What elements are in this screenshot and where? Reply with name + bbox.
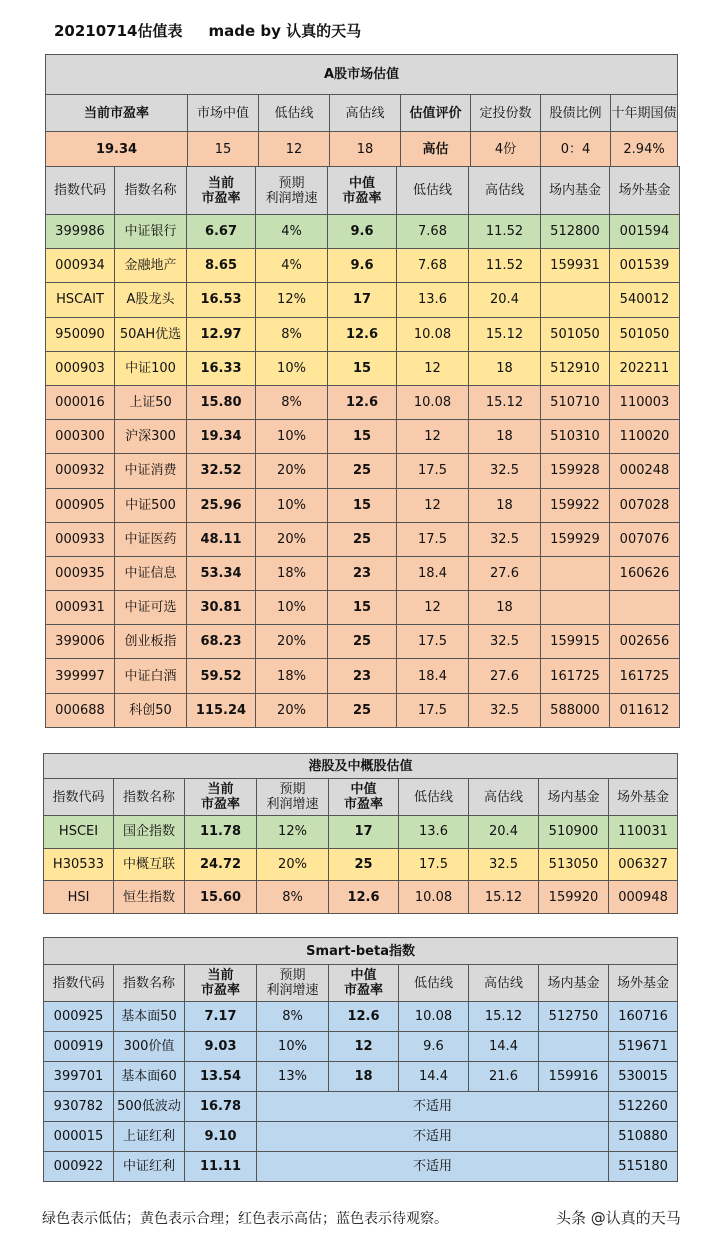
index-code-cell: 000688: [46, 693, 115, 727]
col-name: 指数名称: [114, 965, 185, 1002]
col-low: 低估线: [397, 167, 469, 215]
col-high: 高估线: [469, 779, 539, 816]
growth-cell: 20%: [256, 693, 328, 727]
index-code-cell: 399006: [46, 625, 115, 659]
hk-column-header: [44, 779, 678, 816]
median-pe-cell: 15: [328, 488, 397, 522]
index-code-cell: HSI: [44, 881, 114, 914]
col-growth: 预期 利润增速: [257, 779, 329, 816]
onmarket-fund-cell: 510710: [541, 385, 610, 419]
col-low: 低估线: [399, 779, 469, 816]
current-pe-cell: 30.81: [187, 591, 256, 625]
index-code-cell: 399997: [46, 659, 115, 693]
onmarket-fund-cell: 161725: [541, 659, 610, 693]
current-pe-cell: 8.65: [187, 249, 256, 283]
current-pe-cell: 19.34: [187, 420, 256, 454]
table-row: [44, 1152, 678, 1182]
col-name: 指数名称: [115, 167, 187, 215]
current-pe-cell: 48.11: [187, 522, 256, 556]
index-name-cell: 中证白酒: [115, 659, 187, 693]
market-value-cell: 19.34: [46, 132, 188, 167]
median-pe-cell: 9.6: [328, 215, 397, 249]
growth-cell: 10%: [256, 420, 328, 454]
date-title: 20210714估值表: [54, 22, 183, 40]
median-pe-cell: 15: [328, 420, 397, 454]
index-name-cell: 沪深300: [115, 420, 187, 454]
current-pe-cell: 15.80: [187, 385, 256, 419]
col-code: 指数代码: [44, 779, 114, 816]
offmarket-fund-cell: 161725: [610, 659, 680, 693]
a-share-valuation-table: [45, 54, 678, 167]
col-fund-out: 场外基金: [610, 167, 680, 215]
offmarket-fund-cell: 000948: [609, 881, 678, 914]
current-pe-cell: 16.33: [187, 351, 256, 385]
offmarket-fund-cell: 501050: [610, 317, 680, 351]
index-name-cell: 中概互联: [114, 848, 185, 881]
table-row: [46, 420, 680, 454]
market-summary-values: [46, 132, 678, 167]
median-pe-cell: 25: [328, 693, 397, 727]
current-pe-cell: 53.34: [187, 556, 256, 590]
index-code-cell: 000016: [46, 385, 115, 419]
high-line-cell: 15.12: [469, 317, 541, 351]
a-share-column-header: [46, 167, 680, 215]
growth-cell: 4%: [256, 249, 328, 283]
market-value-cell: 4份: [471, 132, 541, 167]
high-line-cell: 27.6: [469, 556, 541, 590]
onmarket-fund-cell: [541, 591, 610, 625]
median-pe-cell: 9.6: [328, 249, 397, 283]
index-name-cell: 中证100: [115, 351, 187, 385]
low-line-cell: 12: [397, 420, 469, 454]
table-row: [46, 659, 680, 693]
current-pe-cell: 115.24: [187, 693, 256, 727]
offmarket-fund-cell: 530015: [609, 1062, 678, 1092]
low-line-cell: 17.5: [399, 848, 469, 881]
low-line-cell: 9.6: [399, 1032, 469, 1062]
growth-cell: 12%: [257, 816, 329, 849]
col-fund-in: 场内基金: [539, 779, 609, 816]
low-line-cell: 17.5: [397, 693, 469, 727]
col-fund-in: 场内基金: [539, 965, 609, 1002]
growth-cell: 8%: [256, 385, 328, 419]
offmarket-fund-cell: 007028: [610, 488, 680, 522]
median-pe-cell: 12.6: [329, 881, 399, 914]
median-pe-cell: 25: [328, 625, 397, 659]
low-line-cell: 10.08: [399, 1002, 469, 1032]
index-name-cell: 基本面50: [114, 1002, 185, 1032]
offmarket-fund-cell: [610, 591, 680, 625]
index-name-cell: 300价值: [114, 1032, 185, 1062]
current-pe-cell: 9.10: [185, 1122, 257, 1152]
current-pe-cell: 6.67: [187, 215, 256, 249]
onmarket-fund-cell: 159920: [539, 881, 609, 914]
median-pe-cell: 12.6: [329, 1002, 399, 1032]
market-header-cell: 十年期国债: [611, 95, 678, 132]
offmarket-fund-cell: 001594: [610, 215, 680, 249]
index-code-cell: 399986: [46, 215, 115, 249]
index-name-cell: 中证500: [115, 488, 187, 522]
growth-cell: 8%: [257, 881, 329, 914]
high-line-cell: 18: [469, 420, 541, 454]
index-name-cell: 中证红利: [114, 1152, 185, 1182]
offmarket-fund-cell: 110003: [610, 385, 680, 419]
current-pe-cell: 59.52: [187, 659, 256, 693]
col-mid: 中值 市盈率: [328, 167, 397, 215]
current-pe-cell: 13.54: [185, 1062, 257, 1092]
page-title: [54, 20, 361, 41]
index-name-cell: 中证银行: [115, 215, 187, 249]
low-line-cell: 10.08: [397, 385, 469, 419]
growth-cell: 10%: [256, 351, 328, 385]
index-code-cell: 000935: [46, 556, 115, 590]
low-line-cell: 13.6: [399, 816, 469, 849]
high-line-cell: 20.4: [469, 283, 541, 317]
high-line-cell: 15.12: [469, 1002, 539, 1032]
market-header-cell: 定投份数: [471, 95, 541, 132]
onmarket-fund-cell: 159931: [541, 249, 610, 283]
median-pe-cell: 23: [328, 659, 397, 693]
high-line-cell: 27.6: [469, 659, 541, 693]
growth-cell: 10%: [256, 591, 328, 625]
smart-beta-table: [43, 937, 678, 1182]
growth-cell: 12%: [256, 283, 328, 317]
growth-cell: 8%: [256, 317, 328, 351]
col-code: 指数代码: [46, 167, 115, 215]
growth-cell: 20%: [256, 625, 328, 659]
median-pe-cell: 25: [329, 848, 399, 881]
growth-cell: 10%: [257, 1032, 329, 1062]
low-line-cell: 12: [397, 488, 469, 522]
index-name-cell: A股龙头: [115, 283, 187, 317]
growth-cell: 18%: [256, 556, 328, 590]
high-line-cell: 32.5: [469, 848, 539, 881]
col-pe: 当前 市盈率: [185, 779, 257, 816]
current-pe-cell: 24.72: [185, 848, 257, 881]
offmarket-fund-cell: 007076: [610, 522, 680, 556]
col-mid: 中值 市盈率: [329, 965, 399, 1002]
low-line-cell: 14.4: [399, 1062, 469, 1092]
onmarket-fund-cell: [541, 556, 610, 590]
current-pe-cell: 16.53: [187, 283, 256, 317]
offmarket-fund-cell: 006327: [609, 848, 678, 881]
onmarket-fund-cell: 588000: [541, 693, 610, 727]
smart-beta-column-header: [44, 965, 678, 1002]
high-line-cell: 18: [469, 488, 541, 522]
onmarket-fund-cell: 512750: [539, 1002, 609, 1032]
high-line-cell: 18: [469, 591, 541, 625]
market-summary-header: [46, 95, 678, 132]
low-line-cell: 12: [397, 351, 469, 385]
col-name: 指数名称: [114, 779, 185, 816]
growth-cell: 10%: [256, 488, 328, 522]
market-value-cell: 2.94%: [611, 132, 678, 167]
table-row: [44, 1062, 678, 1092]
index-name-cell: 中证消费: [115, 454, 187, 488]
market-value-cell: 15: [188, 132, 259, 167]
table-row: [44, 1002, 678, 1032]
index-code-cell: 000015: [44, 1122, 114, 1152]
high-line-cell: 11.52: [469, 249, 541, 283]
offmarket-fund-cell: 110020: [610, 420, 680, 454]
not-applicable-cell: 不适用: [257, 1092, 609, 1122]
onmarket-fund-cell: 515180: [609, 1152, 678, 1182]
index-code-cell: 000925: [44, 1002, 114, 1032]
table-row: [44, 1032, 678, 1062]
growth-cell: 8%: [257, 1002, 329, 1032]
offmarket-fund-cell: 011612: [610, 693, 680, 727]
table-row: [46, 556, 680, 590]
market-header-cell: 市场中值: [188, 95, 259, 132]
table-row: [46, 693, 680, 727]
market-value-cell: 18: [330, 132, 401, 167]
median-pe-cell: 25: [328, 454, 397, 488]
low-line-cell: 7.68: [397, 249, 469, 283]
author-credit: made by 认真的天马: [208, 22, 362, 40]
col-mid: 中值 市盈率: [329, 779, 399, 816]
index-code-cell: 000931: [46, 591, 115, 625]
onmarket-fund-cell: [541, 283, 610, 317]
offmarket-fund-cell: 202211: [610, 351, 680, 385]
table-row: [46, 522, 680, 556]
market-value-cell: 高估: [401, 132, 471, 167]
index-name-cell: 上证红利: [114, 1122, 185, 1152]
onmarket-fund-cell: 159915: [541, 625, 610, 659]
current-pe-cell: 11.78: [185, 816, 257, 849]
onmarket-fund-cell: 512260: [609, 1092, 678, 1122]
index-code-cell: 000919: [44, 1032, 114, 1062]
high-line-cell: 15.12: [469, 385, 541, 419]
median-pe-cell: 12: [329, 1032, 399, 1062]
high-line-cell: 18: [469, 351, 541, 385]
table-row: [44, 816, 678, 849]
onmarket-fund-cell: 510310: [541, 420, 610, 454]
median-pe-cell: 25: [328, 522, 397, 556]
onmarket-fund-cell: 513050: [539, 848, 609, 881]
high-line-cell: 32.5: [469, 522, 541, 556]
table-row: [46, 249, 680, 283]
col-growth: 预期 利润增速: [256, 167, 328, 215]
table-row: [46, 317, 680, 351]
low-line-cell: 10.08: [399, 881, 469, 914]
market-header-cell: 股债比例: [541, 95, 611, 132]
table-row: [46, 283, 680, 317]
col-code: 指数代码: [44, 965, 114, 1002]
growth-cell: 4%: [256, 215, 328, 249]
low-line-cell: 17.5: [397, 454, 469, 488]
index-code-cell: 000905: [46, 488, 115, 522]
market-value-cell: 12: [259, 132, 330, 167]
current-pe-cell: 68.23: [187, 625, 256, 659]
offmarket-fund-cell: 001539: [610, 249, 680, 283]
offmarket-fund-cell: 519671: [609, 1032, 678, 1062]
market-header-cell: 估值评价: [401, 95, 471, 132]
low-line-cell: 18.4: [397, 659, 469, 693]
onmarket-fund-cell: [539, 1032, 609, 1062]
index-code-cell: 950090: [46, 317, 115, 351]
index-code-cell: H30533: [44, 848, 114, 881]
offmarket-fund-cell: 540012: [610, 283, 680, 317]
index-code-cell: 000922: [44, 1152, 114, 1182]
low-line-cell: 12: [397, 591, 469, 625]
growth-cell: 20%: [257, 848, 329, 881]
index-name-cell: 中证信息: [115, 556, 187, 590]
index-name-cell: 基本面60: [114, 1062, 185, 1092]
table-row: [46, 351, 680, 385]
market-value-cell: 0：4: [541, 132, 611, 167]
growth-cell: 18%: [256, 659, 328, 693]
index-code-cell: 399701: [44, 1062, 114, 1092]
index-code-cell: 000932: [46, 454, 115, 488]
growth-cell: 13%: [257, 1062, 329, 1092]
offmarket-fund-cell: 000248: [610, 454, 680, 488]
index-name-cell: 上证50: [115, 385, 187, 419]
col-fund-in: 场内基金: [541, 167, 610, 215]
index-code-cell: 000903: [46, 351, 115, 385]
a-share-section-title: A股市场估值: [46, 55, 678, 95]
not-applicable-cell: 不适用: [257, 1152, 609, 1182]
median-pe-cell: 12.6: [328, 317, 397, 351]
index-code-cell: 000934: [46, 249, 115, 283]
median-pe-cell: 18: [329, 1062, 399, 1092]
table-row: [46, 591, 680, 625]
col-fund-out: 场外基金: [609, 779, 678, 816]
hk-valuation-table: [43, 753, 678, 914]
table-row: [46, 385, 680, 419]
index-name-cell: 创业板指: [115, 625, 187, 659]
current-pe-cell: 9.03: [185, 1032, 257, 1062]
table-row: [46, 215, 680, 249]
col-high: 高估线: [469, 965, 539, 1002]
watermark: 头条 @认真的天马: [556, 1209, 681, 1227]
current-pe-cell: 32.52: [187, 454, 256, 488]
not-applicable-cell: 不适用: [257, 1122, 609, 1152]
col-pe: 当前 市盈率: [187, 167, 256, 215]
index-code-cell: 930782: [44, 1092, 114, 1122]
low-line-cell: 13.6: [397, 283, 469, 317]
index-code-cell: HSCEI: [44, 816, 114, 849]
onmarket-fund-cell: 501050: [541, 317, 610, 351]
index-name-cell: 50AH优选: [115, 317, 187, 351]
median-pe-cell: 15: [328, 591, 397, 625]
high-line-cell: 20.4: [469, 816, 539, 849]
hk-section-title: 港股及中概股估值: [44, 754, 678, 779]
table-row: [44, 1092, 678, 1122]
current-pe-cell: 15.60: [185, 881, 257, 914]
median-pe-cell: 17: [329, 816, 399, 849]
market-header-cell: 当前市盈率: [46, 95, 188, 132]
index-name-cell: 中证可选: [115, 591, 187, 625]
a-share-index-table: [45, 166, 680, 728]
col-growth: 预期 利润增速: [257, 965, 329, 1002]
table-row: [44, 848, 678, 881]
index-name-cell: 500低波动: [114, 1092, 185, 1122]
onmarket-fund-cell: 512910: [541, 351, 610, 385]
table-row: [46, 488, 680, 522]
current-pe-cell: 16.78: [185, 1092, 257, 1122]
col-fund-out: 场外基金: [609, 965, 678, 1002]
high-line-cell: 32.5: [469, 625, 541, 659]
offmarket-fund-cell: 160716: [609, 1002, 678, 1032]
table-row: [44, 881, 678, 914]
current-pe-cell: 7.17: [185, 1002, 257, 1032]
high-line-cell: 32.5: [469, 693, 541, 727]
low-line-cell: 17.5: [397, 522, 469, 556]
index-name-cell: 国企指数: [114, 816, 185, 849]
onmarket-fund-cell: 159929: [541, 522, 610, 556]
low-line-cell: 18.4: [397, 556, 469, 590]
growth-cell: 20%: [256, 522, 328, 556]
index-code-cell: 000300: [46, 420, 115, 454]
median-pe-cell: 12.6: [328, 385, 397, 419]
table-row: [46, 454, 680, 488]
color-legend-note: 绿色表示低估；黄色表示合理；红色表示高估；蓝色表示待观察。: [42, 1211, 448, 1227]
onmarket-fund-cell: 510880: [609, 1122, 678, 1152]
onmarket-fund-cell: 510900: [539, 816, 609, 849]
high-line-cell: 32.5: [469, 454, 541, 488]
low-line-cell: 7.68: [397, 215, 469, 249]
high-line-cell: 21.6: [469, 1062, 539, 1092]
onmarket-fund-cell: 159922: [541, 488, 610, 522]
index-name-cell: 中证医药: [115, 522, 187, 556]
table-row: [44, 1122, 678, 1152]
smart-beta-section-title: Smart-beta指数: [44, 938, 678, 965]
current-pe-cell: 12.97: [187, 317, 256, 351]
col-pe: 当前 市盈率: [185, 965, 257, 1002]
median-pe-cell: 23: [328, 556, 397, 590]
offmarket-fund-cell: 110031: [609, 816, 678, 849]
onmarket-fund-cell: 512800: [541, 215, 610, 249]
index-name-cell: 科创50: [115, 693, 187, 727]
index-code-cell: HSCAIT: [46, 283, 115, 317]
offmarket-fund-cell: 160626: [610, 556, 680, 590]
col-high: 高估线: [469, 167, 541, 215]
high-line-cell: 11.52: [469, 215, 541, 249]
growth-cell: 20%: [256, 454, 328, 488]
high-line-cell: 14.4: [469, 1032, 539, 1062]
onmarket-fund-cell: 159928: [541, 454, 610, 488]
market-header-cell: 低估线: [259, 95, 330, 132]
low-line-cell: 10.08: [397, 317, 469, 351]
col-low: 低估线: [399, 965, 469, 1002]
current-pe-cell: 25.96: [187, 488, 256, 522]
low-line-cell: 17.5: [397, 625, 469, 659]
median-pe-cell: 17: [328, 283, 397, 317]
onmarket-fund-cell: 159916: [539, 1062, 609, 1092]
index-name-cell: 恒生指数: [114, 881, 185, 914]
index-name-cell: 金融地产: [115, 249, 187, 283]
index-code-cell: 000933: [46, 522, 115, 556]
offmarket-fund-cell: 002656: [610, 625, 680, 659]
median-pe-cell: 15: [328, 351, 397, 385]
high-line-cell: 15.12: [469, 881, 539, 914]
table-row: [46, 625, 680, 659]
market-header-cell: 高估线: [330, 95, 401, 132]
current-pe-cell: 11.11: [185, 1152, 257, 1182]
